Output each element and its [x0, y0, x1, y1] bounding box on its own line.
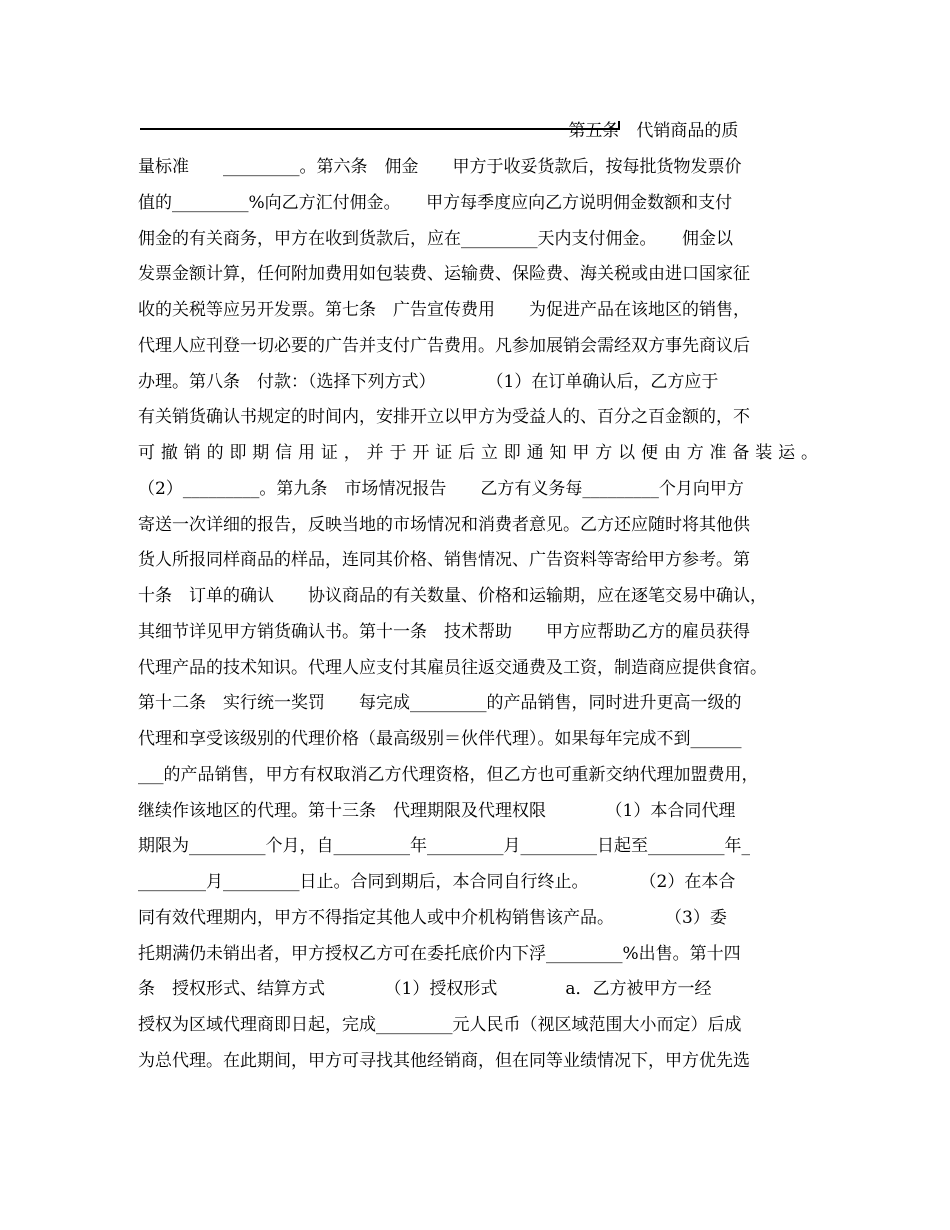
text-line: 托期满仍未销出者，甲方授权乙方可在委托底价内下浮_________%出售。第十四 — [138, 944, 741, 964]
text-line: 代理和享受该级别的代理价格（最高级别＝伙伴代理）。如果每年完成不到______ — [138, 729, 742, 749]
text-line: 代理产品的技术知识。代理人应支付其雇员往返交通费及工资，制造商应提供食宿。 — [138, 658, 767, 678]
text-line: （2）_________。第九条 市场情况报告 乙方有义务每_________个月向甲方 — [138, 479, 744, 499]
text-line: 可撤销的即期信用证，并于开证后立即通知甲方以便由方准备装运。 — [138, 443, 818, 463]
text-line: 期限为_________个月，自_________年_________月_________日起至_________年_ — [138, 836, 750, 856]
text-line: ___的产品销售，甲方有权取消乙方代理资格，但乙方也可重新交纳代理加盟费用， — [138, 765, 759, 785]
text-line: 值的_________%向乙方汇付佣金。 甲方每季度应向乙方说明佣金数额和支付 — [138, 193, 733, 213]
text-line: 条 授权形式、结算方式 （1）授权形式 a．乙方被甲方一经 — [138, 979, 712, 999]
text-line: 货人所报同样商品的样品，连同其价格、销售情况、广告资料等寄给甲方参考。第 — [138, 550, 750, 570]
text-line: 办理。第八条 付款：（选择下列方式） （1）在订单确认后，乙方应于 — [138, 372, 719, 392]
text-line: 第十二条 实行统一奖罚 每完成_________的产品销售，同时进升更高一级的 — [138, 693, 742, 713]
text-line: 同有效代理期内，甲方不得指定其他人或中介机构销售该产品。 （3）委 — [138, 908, 727, 928]
text-line: 其细节详见甲方销货确认书。第十一条 技术帮助 甲方应帮助乙方的雇员获得 — [138, 622, 750, 642]
text-line: 第五条 代销商品的质 — [138, 121, 739, 141]
text-line: 有关销货确认书规定的时间内，安排开立以甲方为受益人的、百分之百金额的，不 — [138, 407, 750, 427]
text-line: 十条 订单的确认 协议商品的有关数量、价格和运输期，应在逐笔交易中确认， — [138, 586, 767, 606]
text-line: 发票金额计算，任何附加费用如包装费、运输费、保险费、海关税或由进口国家征 — [138, 264, 750, 284]
text-line: 收的关税等应另开发票。第七条 广告宣传费用 为促进产品在该地区的销售， — [138, 300, 750, 320]
text-line: 代理人应刊登一切必要的广告并支付广告费用。凡参加展销会需经双方事先商议后 — [138, 336, 750, 356]
text-line: 量标准 _________。第六条 佣金 甲方于收妥货款后，按每批货物发票价 — [138, 157, 742, 177]
text-line: 继续作该地区的代理。第十三条 代理期限及代理权限 （1）本合同代理 — [138, 801, 736, 821]
text-line: 为总代理。在此期间，甲方可寻找其他经销商，但在同等业绩情况下，甲方优先选 — [138, 1051, 750, 1071]
text-line: 授权为区域代理商即日起，完成_________元人民币（视区域范围大小而定）后成 — [138, 1015, 742, 1035]
text-line: 寄送一次详细的报告，反映当地的市场情况和消费者意见。乙方还应随时将其他供 — [138, 515, 750, 535]
text-line: 佣金的有关商务，甲方在收到货款后，应在_________天内支付佣金。 佣金以 — [138, 229, 733, 249]
text-line: ________月_________日止。合同到期后，本合同自行终止。 （2）在本合 — [138, 872, 736, 892]
